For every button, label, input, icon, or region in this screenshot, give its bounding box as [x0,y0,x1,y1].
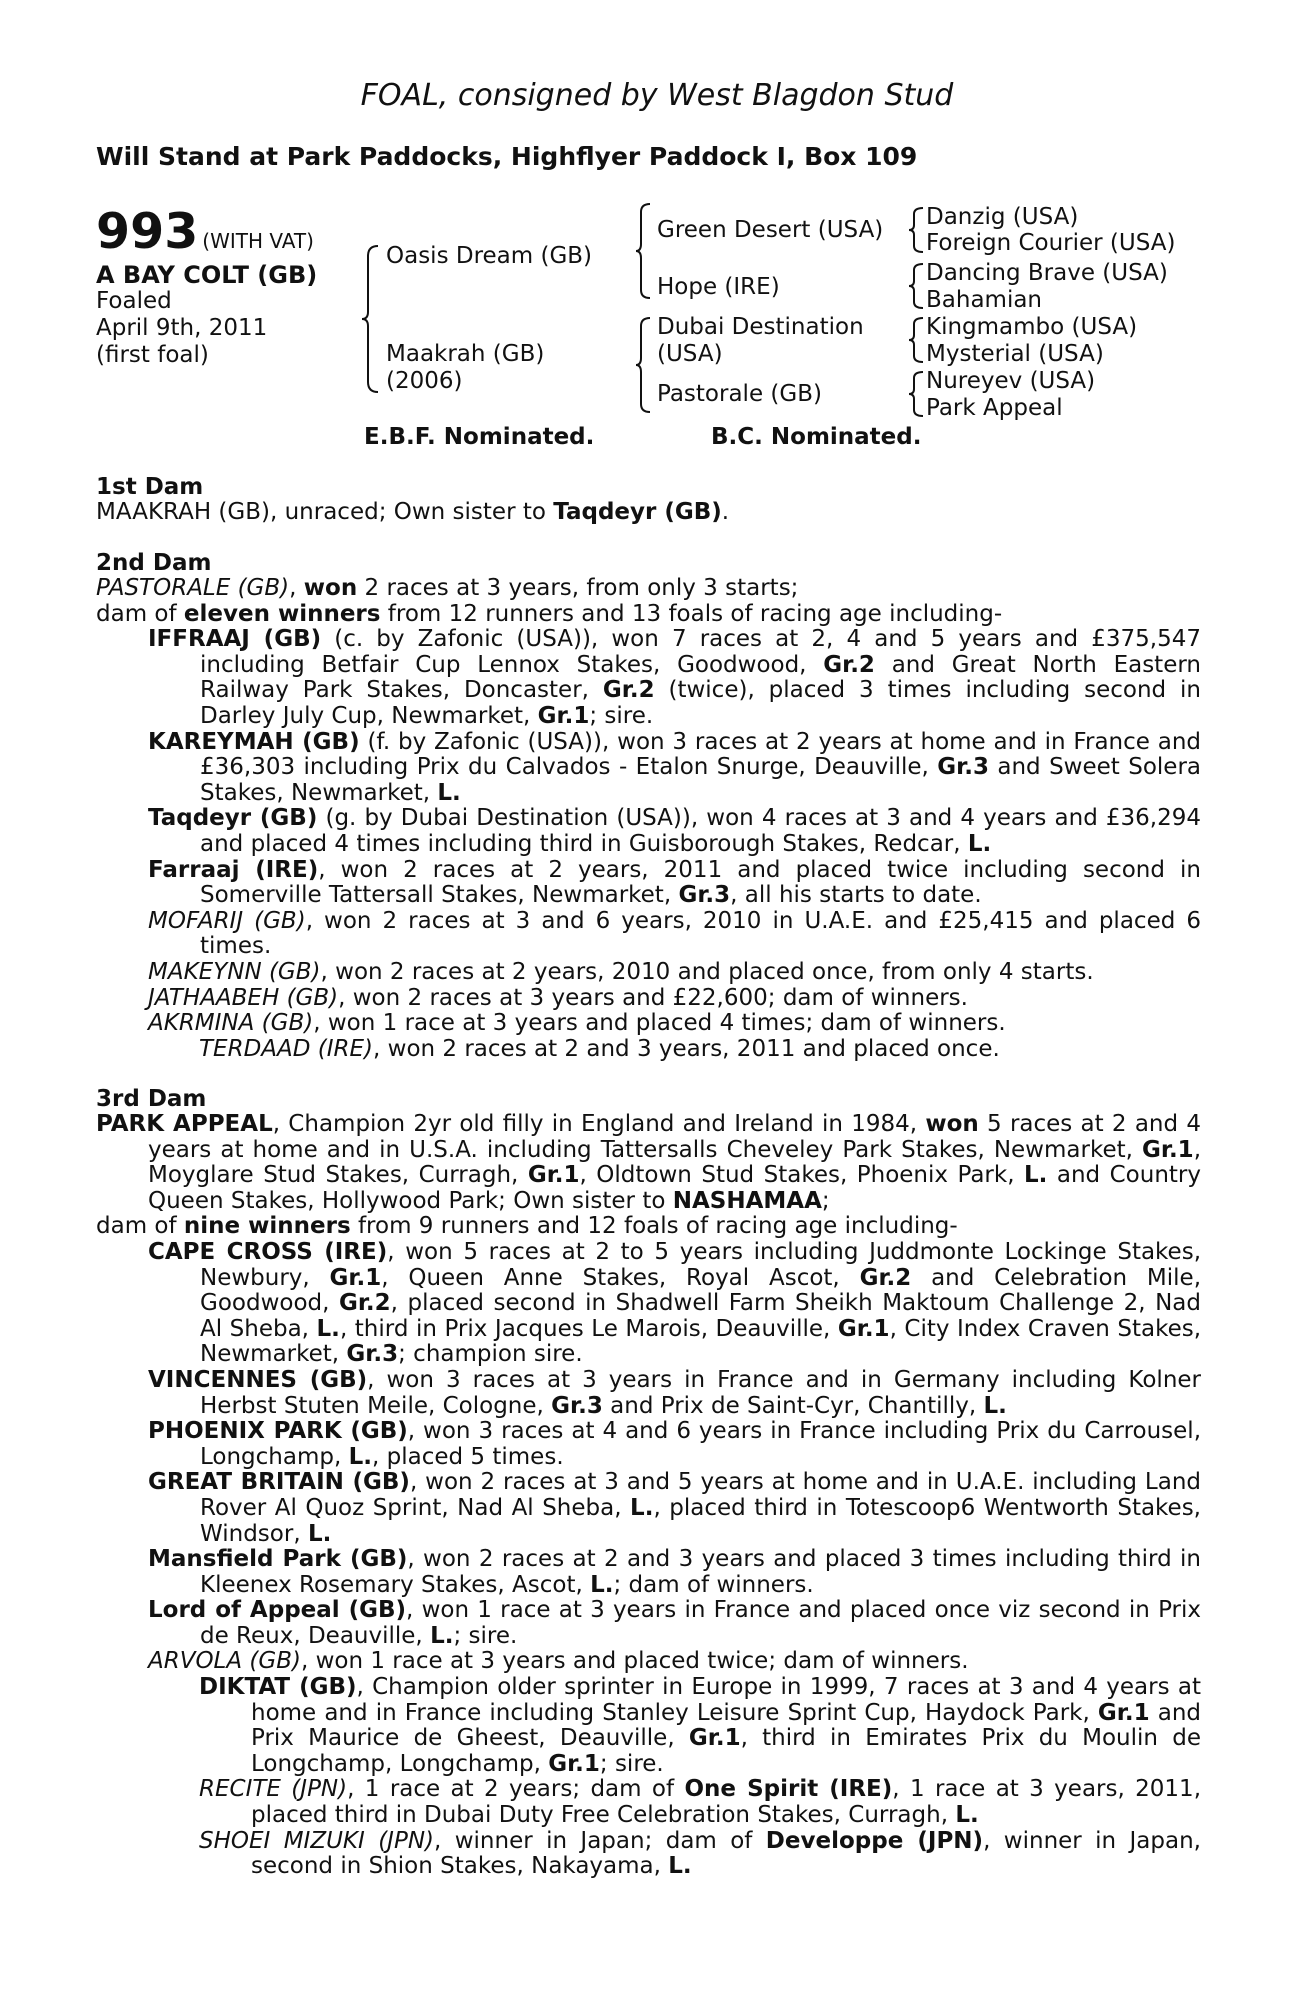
text: , winner in Japan; dam of [434,1827,766,1854]
grade: L. [430,1622,454,1649]
pedigree-brace-5 [907,262,925,310]
produce-name: SHOEI MIZUKI (JPN) [199,1827,434,1854]
grade: Gr.1 [329,1264,382,1291]
grandsire-5: Kingmambo (USA) [926,314,1138,340]
produce-bold: One Spirit (IRE) [684,1776,893,1803]
produce-name: IFFRAAJ (GB) [148,626,322,653]
produce-name: Taqdeyr (GB) [148,805,318,832]
produce-entry [96,909,1201,960]
first-dam-heading: 1st Dam [96,474,204,500]
produce-entry [96,730,1201,807]
pedigree-brace-2 [634,202,652,300]
dam-dam: Pastorale (GB) [657,381,822,407]
lot-number [96,203,314,267]
sep: , [289,575,304,601]
produce-text: , all his starts to date. [730,882,982,909]
text: , Queen Anne Stakes, Royal Ascot, [381,1264,860,1291]
text: , 1 race at 2 years; dam of [347,1776,685,1803]
produce-entry [96,1777,1201,1828]
grade: Gr.2 [338,1290,391,1317]
grandsire-4: Bahamian [926,287,1043,313]
produce-bold: Developpe (JPN) [765,1827,984,1854]
lot-name: A BAY COLT (GB) [96,261,318,289]
grandsire-2: Foreign Courier (USA) [926,230,1176,256]
second-dam-line1 [96,576,1201,602]
produce-entry [96,1649,1201,1675]
park-appeal-entry [96,1112,1201,1214]
grade: L. [668,1853,692,1880]
text: , placed 5 times. [372,1443,564,1470]
produce-entry [96,1037,1201,1063]
produce-entry [96,960,1201,986]
text: , 1 race at 3 years, 2011, placed third in Dubai Duty Free Celebration Stakes, Curragh, [251,1776,1202,1829]
lot-number-value: 993 [96,203,199,260]
dam-of: dam of [96,600,184,627]
dam-of: dam of [96,1213,184,1240]
park-appeal-name: PARK APPEAL [96,1111,273,1137]
dam-line2: (2006) [386,368,463,394]
grade: L. [1023,1162,1048,1189]
grade: Gr.3 [937,754,989,781]
produce-text: (f. by Zafonic (USA)), won 3 races at 2 years at home and in France and £36,303 including Prix du Calvados - Etalon Snurge, Deauville, [200,728,1202,781]
produce-name: CAPE CROSS (IRE) [148,1238,388,1265]
grandsire-1: Danzig (USA) [926,204,1079,230]
produce-text: , won 1 race at 3 years and placed 4 times; dam of winners. [313,1010,1006,1037]
grade: L. [316,1315,340,1342]
second-dam-line2 [96,602,1201,628]
produce-text: (g. by Dubai Destination (USA)), won 4 races at 3 and 4 years and £36,294 and placed 4 times including third in Guisborough Stakes, Redcar, [200,805,1202,857]
text: , Moyglare Stud Stakes, Curragh, [148,1136,1201,1189]
grade: Gr.2 [823,651,875,678]
produce-name: RECITE (JPN) [199,1776,348,1803]
text: ; sire. [453,1622,518,1649]
produce-entry [96,1240,1201,1368]
produce-entry [96,1368,1201,1419]
text: 5 races at 2 and 4 years at home and in U.S.A. including Tattersalls Cheveley Park Stakes, Newmarket, [148,1111,1201,1163]
grade: L. [348,1443,373,1470]
text: , won 5 races at 2 to 5 years including Juddmonte Lockinge Stakes, Newbury, [200,1238,1202,1291]
produce-name: MOFARIJ (GB) [148,907,306,934]
produce-entry [96,1470,1201,1547]
grade: Gr.3 [346,1341,399,1368]
produce-text: and Great North Eastern Railway Park Stakes, Doncaster, [200,651,1201,704]
produce-entry [96,1829,1201,1880]
sire-sire: Green Desert (USA) [657,217,884,243]
sire: Oasis Dream (GB) [386,243,593,269]
produce-entry [96,1419,1201,1470]
grade: L. [630,1494,654,1521]
text: , won 2 races at 2 and 3 years and placed 3 times including third in Kleenex Rosemary Stakes, Ascot, [200,1546,1201,1598]
text: , won 3 races at 3 years in France and in Germany including Kolner Herbst Stuten Meile, Cologne, [200,1366,1201,1419]
bc-nominated: B.C. Nominated. [711,424,922,450]
first-dam-desc: MAAKRAH (GB), unraced; Own sister to [96,499,554,525]
third-dam-section [96,1086,1201,1880]
sire-dam: Hope (IRE) [657,274,780,300]
produce-text: (c. by Zafonic (USA)), won 7 races at 2, 4 and 5 years and £375,547 including Betfair Cup Lennox Stakes, Goodwood, [200,626,1201,678]
produce-text: , won 2 races at 3 and 6 years, 2010 in U.A.E. and £25,415 and placed 6 times. [200,907,1201,960]
pedigree-brace-3 [634,316,652,414]
second-dam-heading: 2nd Dam [96,550,212,576]
grade: L. [590,1571,614,1598]
nine-winners: nine winners [183,1213,351,1240]
text: , City Index Craven Stakes, Newmarket, [200,1315,1202,1368]
produce-name: GREAT BRITAIN (GB) [148,1469,410,1496]
eleven-winners: eleven winners [183,600,381,627]
text: , won 3 races at 4 and 6 years in France including Prix du Carrousel, Longchamp, [200,1418,1202,1470]
produce-text: , won 2 races at 2 and 3 years, 2011 and placed once. [373,1035,1000,1062]
won-label: won [303,575,358,601]
foaled-label: Foaled [96,288,172,314]
grade: Gr.1 [837,1315,890,1342]
produce-entry [96,986,1201,1012]
text: ; sire. [599,1750,664,1777]
grade: Gr.1 [1097,1699,1150,1726]
grade: L. [967,830,992,857]
runners-foals: from 12 runners and 13 foals of racing age including- [380,600,1003,627]
runners-foals: from 9 runners and 12 foals of racing age including- [350,1213,958,1240]
grade: Gr.2 [859,1264,912,1291]
text: , won 1 race at 3 years and placed twice; dam of winners. [300,1648,969,1675]
grade: L. [955,1802,979,1829]
text: , won 2 races at 3 and 5 years at home and in U.A.E. including Land Rover Al Quoz Sprint, Nad Al Sheba, [200,1469,1202,1521]
text: and Celebration Mile, Goodwood, [200,1264,1202,1317]
produce-text: ; sire. [589,702,654,729]
grandsire-7: Nureyev (USA) [926,368,1096,394]
produce-entry [96,1675,1201,1777]
text: , third in Emirates Prix du Moulin de Longchamp, Longchamp, [251,1725,1201,1777]
third-dam-produce-summary [96,1214,1201,1240]
grade: Gr.2 [602,677,655,704]
grandsire-8: Park Appeal [926,395,1063,421]
produce-text: , won 2 races at 3 years and £22,600; dam of winners. [338,984,968,1011]
won-label: won [925,1111,979,1137]
text: , winner in Japan, second in Shion Stakes, Nakayama, [251,1827,1201,1880]
produce-entry [96,1598,1201,1649]
text: , Oldtown Stud Stakes, Phoenix Park, [579,1162,1024,1189]
third-dam-heading: 3rd Dam [96,1086,207,1112]
produce-entry [96,806,1201,857]
produce-name: DIKTAT (GB) [199,1674,357,1701]
first-dam-section [96,474,1201,526]
text: and Prix de Saint-Cyr, Chantilly, [602,1392,984,1419]
dam-sire-line1: Dubai Destination [657,314,864,340]
dam-sire-line2: (USA) [657,341,723,367]
dam-line1: Maakrah (GB) [386,341,545,367]
first-foal: (first foal) [96,342,209,368]
consignor-title: FOAL, consigned by West Blagdon Stud [360,78,954,113]
first-dam-sister: Taqdeyr (GB) [553,499,722,525]
text: and Prix Maurice de Gheest, Deauville, [251,1699,1202,1752]
ebf-nominated: E.B.F. Nominated. [364,424,595,450]
produce-name: JATHAABEH (GB) [148,984,339,1011]
produce-name: KAREYMAH (GB) [148,728,360,755]
grade: Gr.1 [527,1162,580,1189]
produce-entry [96,627,1201,729]
text: , placed second in Shadwell Farm Sheikh Maktoum Challenge 2, Nad Al Sheba, [200,1290,1201,1342]
grade: L. [307,1520,332,1547]
produce-entry [96,1547,1201,1598]
grade: Gr.1 [688,1725,741,1752]
pedigree-brace-1 [360,244,380,394]
text: , Champion 2yr old filly in England and Ireland in 1984, [272,1111,926,1137]
grade: Gr.1 [537,702,590,729]
produce-name: Farraaj (IRE) [148,856,319,883]
produce-name: MAKEYNN (GB) [148,958,321,985]
stand-location: Will Stand at Park Paddocks, Highflyer Paddock I, Box 109 [96,142,918,171]
text: , placed third in Totescoop6 Wentworth Stakes, Windsor, [200,1494,1201,1547]
grade: Gr.1 [1142,1136,1194,1163]
produce-name: TERDAAD (IRE) [199,1035,374,1062]
produce-name: VINCENNES (GB) [148,1366,368,1393]
produce-entry [96,858,1201,909]
grandsire-6: Mysterial (USA) [926,341,1104,367]
second-dam-section [96,550,1201,1062]
text: , third in Prix Jacques Le Marois, Deauville, [339,1315,838,1342]
grade: Gr.3 [678,882,731,909]
produce-name: AKRMINA (GB) [148,1010,314,1037]
produce-entry [96,1011,1201,1037]
vat-label: (WITH VAT) [202,229,314,253]
pedigree-brace-6 [907,316,925,364]
grandsire-3: Dancing Brave (USA) [926,260,1168,286]
pastorale-record: 2 races at 3 years, from only 3 starts; [357,575,799,601]
text: and Country Queen Stakes, Hollywood Park; Own sister to [148,1162,1201,1214]
sister-name: NASHAMAA [672,1187,822,1214]
produce-name: Lord of Appeal (GB) [148,1597,407,1624]
grade: L. [983,1392,1007,1419]
pedigree-brace-4 [907,206,925,254]
produce-text: , won 2 races at 2 years, 2011 and placed twice including second in Somerville Tattersall Stakes, Newmarket, [200,856,1201,909]
produce-name: Mansfield Park (GB) [148,1546,408,1573]
foaled-date: April 9th, 2011 [96,315,268,341]
text: ; champion sire. [398,1341,583,1368]
text: ; [821,1187,830,1214]
text: ; dam of winners. [613,1571,814,1598]
grade: Gr.3 [551,1392,603,1419]
text: , Champion older sprinter in Europe in 1999, 7 races at 3 and 4 years at home and in France including Stanley Leisure Sprint Cup, Haydock Park, [251,1674,1201,1726]
grade: Gr.1 [548,1750,600,1777]
grade: L. [437,779,461,806]
produce-name: PHOENIX PARK (GB) [148,1418,408,1445]
produce-text: (twice), placed 3 times including second in Darley July Cup, Newmarket, [200,677,1202,729]
first-dam-text [96,500,1201,526]
first-dam-end: . [721,499,730,525]
text: , won 1 race at 3 years in France and placed once viz second in Prix de Reux, Deauville, [200,1597,1201,1649]
pastorale-name: PASTORALE (GB) [96,575,290,601]
produce-text: , won 2 races at 2 years, 2010 and placed once, from only 4 starts. [320,958,1094,985]
produce-name: ARVOLA (GB) [148,1648,301,1675]
produce-text: and Sweet Solera Stakes, Newmarket, [200,754,1201,806]
pedigree-brace-7 [907,370,925,418]
